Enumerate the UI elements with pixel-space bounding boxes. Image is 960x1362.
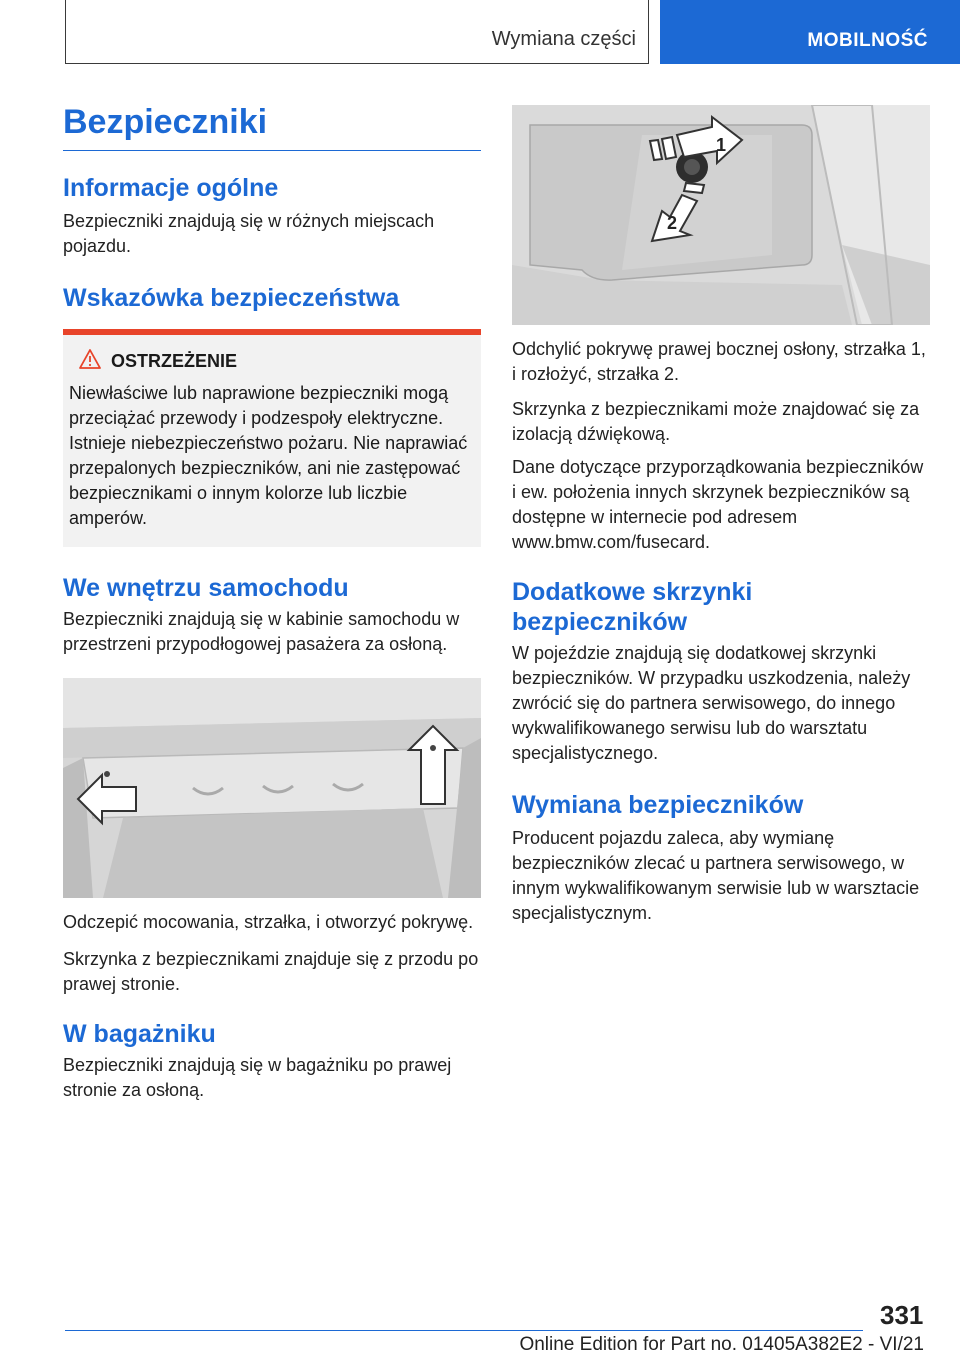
text-general-info: Bezpieczniki znajdują się w różnych miejscach pojazdu. — [63, 211, 435, 256]
text-interior: Bezpieczniki znajdują się w kabinie samochodu w przestrzeni przypodłogowej pasażera za osłoną. — [63, 609, 460, 654]
illustration-footwell-cover — [63, 678, 481, 898]
text-additional-fuseboxes: W pojeździe znajdują się dodatkowej skrzynki bezpieczników. W przypadku uszkodzenia, należy zwrócić się do partnera serwisowego, do innego wykwalifikowanego serwisu lub do warsztatu specjalistycznego. — [512, 643, 911, 763]
heading-fuse-replacement: Wymiana bezpieczników — [512, 791, 804, 819]
footer-edition: Online Edition for Part no. 01405A382E2 - VI/21 — [519, 1334, 924, 1355]
header-chapter-label: MOBILNOŚĆ — [807, 30, 928, 51]
warning-box — [63, 329, 481, 547]
page-title: Bezpieczniki — [63, 100, 481, 151]
heading-additional-fuseboxes: Dodatkowe skrzynki bezpieczników — [512, 578, 753, 636]
warning-text: Niewłaściwe lub naprawione bezpieczniki mogą przeciążać przewody i podzespoły elektryczne. Istnieje niebezpieczeństwo pożaru. Nie naprawiać przepalonych bezpieczników, ani nie zastępować bezpiecznikami o innym kolorze lub liczbie amperów. — [69, 383, 468, 528]
left-column — [63, 100, 481, 1103]
figure-interior-cover — [63, 678, 481, 898]
header-section-title: Wymiana części — [491, 28, 636, 50]
figure-label-2: 2 — [667, 213, 678, 233]
heading-interior: We wnętrzu samochodu — [63, 574, 349, 602]
caption-open-cover: Odczepić mocowania, strzałka, i otworzyć pokrywę. — [63, 912, 474, 932]
text-trunk: Bezpieczniki znajdują się w bagażniku po prawej stronie za osłoną. — [63, 1055, 452, 1100]
caption-fusebox-location: Skrzynka z bezpiecznikami znajduje się z przodu po prawej stronie. — [63, 949, 479, 994]
right-column — [512, 105, 930, 926]
figure-trunk-cover — [512, 105, 930, 325]
footer-divider — [65, 1330, 863, 1331]
illustration-trunk-side-panel — [512, 105, 930, 325]
heading-general-info: Informacje ogólne — [63, 174, 279, 202]
text-open-panel: Odchylić pokrywę prawej bocznej osłony, strzałka 1, i rozłożyć, strzałka 2. — [512, 339, 926, 384]
text-insulation-note: Skrzynka z bezpiecznikami może znajdować się za izolacją dźwiękową. — [512, 399, 920, 444]
warning-triangle-icon — [79, 349, 101, 369]
text-fuse-replacement: Producent pojazdu zaleca, aby wymianę bezpieczników zlecać u partnera serwisowego, w innym wykwalifikowanym serwisie lub w warsztacie specjalistycznym. — [512, 828, 920, 923]
figure-label-1: 1 — [716, 135, 727, 155]
header-section-box — [65, 0, 649, 64]
heading-trunk: W bagażniku — [63, 1020, 216, 1048]
warning-title — [111, 349, 475, 373]
text-fusecard-info: Dane dotyczące przyporządkowania bezpieczników i ew. położenia innych skrzynek bezpieczników są dostępne w internecie pod adresem www.bmw.com/fusecard. — [512, 457, 924, 552]
warning-title-text: OSTRZEŻENIE — [111, 351, 238, 371]
header-chapter-tab[interactable] — [660, 0, 960, 64]
page-number: 331 — [880, 1300, 924, 1330]
heading-safety-note: Wskazówka bezpieczeństwa — [63, 284, 400, 312]
